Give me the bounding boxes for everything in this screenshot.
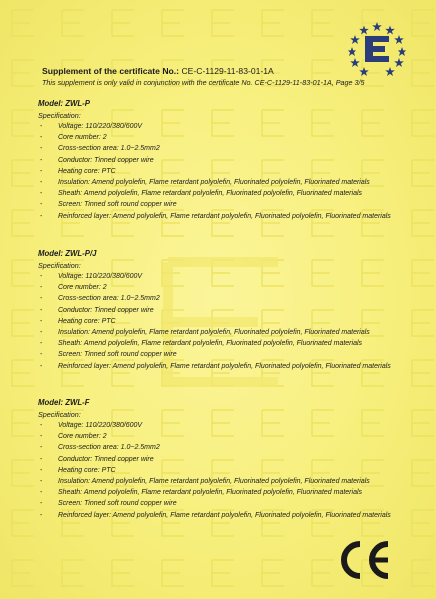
model-title: Model: ZWL-F [38, 398, 90, 407]
spec-item: - Reinforced layer: Amend polyolefin, Flame retardant polyolefin, Fluorinated polyolefin, Fluorinated materials [38, 211, 430, 222]
spec-list [38, 420, 430, 521]
specification-label: Specification: [38, 111, 81, 120]
model-section-zwl-p [38, 99, 430, 222]
specification-label: Specification: [38, 261, 81, 270]
spec-item: - Screen: Tinned soft round copper wire [38, 498, 430, 509]
spec-item: - Heating core: PTC [38, 316, 430, 327]
spec-item: - Sheath: Amend polyolefin, Flame retardant polyolefin, Fluorinated polyolefin, Fluorinated materials [38, 188, 430, 199]
spec-item: - Cross-section area: 1.0~2.5mm2 [38, 293, 430, 304]
spec-item: - Voltage: 110/220/380/600V [38, 420, 430, 431]
spec-item: - Core number: 2 [38, 282, 430, 293]
model-section-zwl-f [38, 398, 430, 521]
specification-label: Specification: [38, 410, 81, 419]
spec-item: - Screen: Tinned soft round copper wire [38, 199, 430, 210]
spec-item: - Core number: 2 [38, 132, 430, 143]
model-section-zwl-p-j [38, 249, 430, 372]
spec-item: - Screen: Tinned soft round copper wire [38, 349, 430, 360]
spec-item: - Insulation: Amend polyolefin, Flame retardant polyolefin, Fluorinated polyolefin, Fluorinated materials [38, 327, 430, 338]
spec-item: - Reinforced layer: Amend polyolefin, Flame retardant polyolefin, Fluorinated polyolefin, Fluorinated materials [38, 510, 430, 521]
spec-item: - Heating core: PTC [38, 465, 430, 476]
spec-item: - Core number: 2 [38, 431, 430, 442]
certificate-number: CE-C-1129-11-83-01-1A [181, 66, 274, 76]
spec-item: - Conductor: Tinned copper wire [38, 454, 430, 465]
spec-list [38, 271, 430, 372]
spec-item: - Sheath: Amend polyolefin, Flame retardant polyolefin, Fluorinated polyolefin, Fluorinated materials [38, 338, 430, 349]
supplement-subtitle: This supplement is only valid in conjunction with the certificate No. CE-C-1129-11-83-01-1A, Page 3/5 [42, 78, 365, 87]
spec-item: - Heating core: PTC [38, 166, 430, 177]
supplement-title-label: Supplement of the certificate No.: [42, 66, 180, 76]
spec-item: - Insulation: Amend polyolefin, Flame retardant polyolefin, Fluorinated polyolefin, Fluorinated materials [38, 476, 430, 487]
supplement-title [42, 66, 427, 77]
ce-mark-icon [338, 540, 394, 580]
spec-item: - Sheath: Amend polyolefin, Flame retardant polyolefin, Fluorinated polyolefin, Fluorinated materials [38, 487, 430, 498]
spec-item: - Voltage: 110/220/380/600V [38, 271, 430, 282]
spec-item: - Voltage: 110/220/380/600V [38, 121, 430, 132]
model-title: Model: ZWL-P/J [38, 249, 97, 258]
spec-item: - Conductor: Tinned copper wire [38, 155, 430, 166]
model-title: Model: ZWL-P [38, 99, 90, 108]
spec-list [38, 121, 430, 222]
spec-item: - Cross-section area: 1.0~2.5mm2 [38, 442, 430, 453]
spec-item: - Reinforced layer: Amend polyolefin, Flame retardant polyolefin, Fluorinated polyolefin, Fluorinated materials [38, 361, 430, 372]
spec-item: - Conductor: Tinned copper wire [38, 305, 430, 316]
certificate-header [42, 66, 427, 88]
spec-item: - Insulation: Amend polyolefin, Flame retardant polyolefin, Fluorinated polyolefin, Fluorinated materials [38, 177, 430, 188]
spec-item: - Cross-section area: 1.0~2.5mm2 [38, 143, 430, 154]
